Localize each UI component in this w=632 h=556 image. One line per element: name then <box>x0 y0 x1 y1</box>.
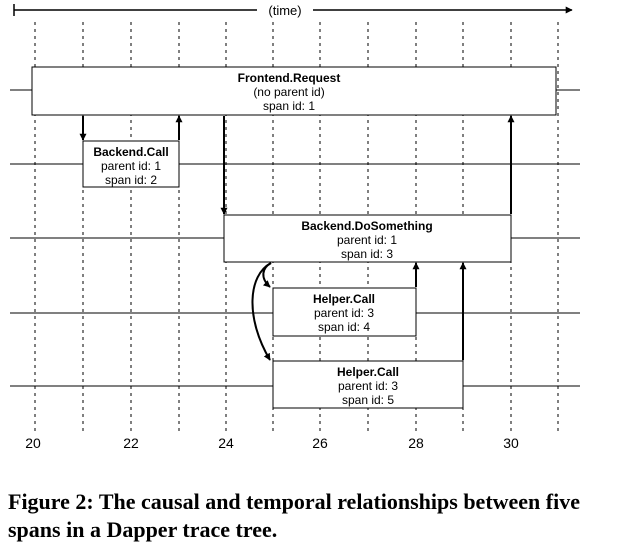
span-title: Frontend.Request <box>237 71 341 85</box>
span-frontend-request <box>32 67 556 115</box>
span-helper-call-4 <box>273 288 416 336</box>
span-id: span id: 1 <box>262 99 316 113</box>
tick-label: 24 <box>218 435 234 451</box>
span-title: Backend.Call <box>93 145 169 159</box>
span-id: span id: 4 <box>317 320 371 334</box>
span-id: span id: 3 <box>340 247 394 261</box>
call-arrow <box>252 263 271 360</box>
span-parent-id: parent id: 1 <box>100 159 162 173</box>
time-axis-label: (time) <box>268 3 302 18</box>
span-helper-call-5 <box>273 361 463 408</box>
tick-label: 26 <box>312 435 328 451</box>
span-title: Helper.Call <box>336 365 400 379</box>
tick-label: 20 <box>25 435 41 451</box>
span-parent-id: parent id: 1 <box>336 233 398 247</box>
span-parent-id: parent id: 3 <box>313 306 375 320</box>
span-id: span id: 2 <box>104 173 158 187</box>
span-backend-call <box>83 141 179 187</box>
span-parent-id: parent id: 3 <box>337 379 399 393</box>
tick-label: 22 <box>123 435 139 451</box>
time-axis <box>14 3 572 18</box>
tick-labels <box>25 435 519 451</box>
span-parent-id: (no parent id) <box>253 85 325 99</box>
span-title: Helper.Call <box>312 292 376 306</box>
span-id: span id: 5 <box>341 393 395 407</box>
span-backend-dosomething <box>224 215 511 262</box>
tick-label: 28 <box>408 435 424 451</box>
span-title: Backend.DoSomething <box>301 219 433 233</box>
tick-label: 30 <box>503 435 519 451</box>
figure-caption: Figure 2: The causal and temporal relationships between five spans in a Dapper trace tree. <box>8 489 580 542</box>
